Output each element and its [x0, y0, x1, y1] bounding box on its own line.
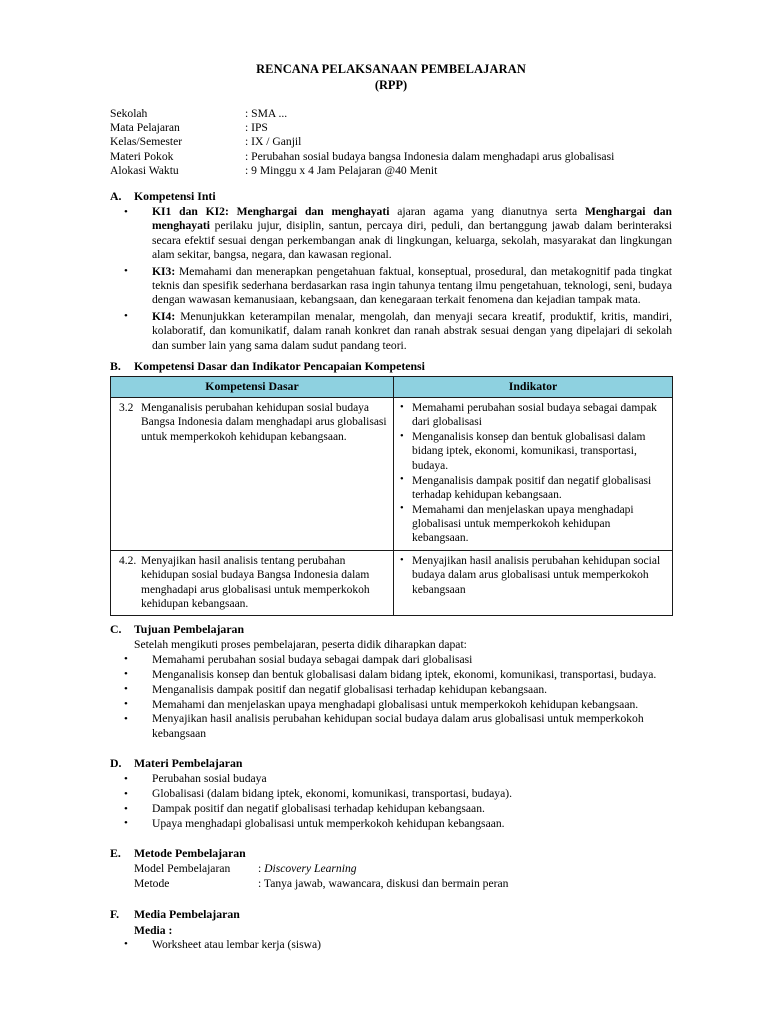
section-title: Tujuan Pembelajaran: [134, 622, 245, 637]
section-heading: [110, 846, 672, 861]
section-letter: C.: [110, 622, 122, 637]
list-item: • Menyajikan hasil analisis perubahan kehidupan social budaya dalam arus globalisasi untuk memperkokoh kebangsaan: [110, 712, 672, 741]
materi-list: [110, 772, 672, 831]
list-item: [110, 310, 672, 353]
list-item: • Memahami dan menjelaskan upaya menghadapi globalisasi untuk memperkokoh kehidupan kebangsaan.: [110, 698, 672, 712]
identity-value: : 9 Minggu x 4 Jam Pelajaran @40 Menit: [245, 164, 672, 178]
section-kompetensi-inti: [110, 189, 672, 353]
kd-number: 3.2: [119, 402, 134, 415]
section-body: [110, 638, 672, 653]
identity-value: : IX / Ganjil: [245, 135, 672, 149]
section-tujuan-pembelajaran: [110, 622, 672, 741]
ki-label-2: Menghargai dan menghayati: [152, 205, 672, 233]
metode-row: [134, 877, 672, 892]
table-cell-indikator: [394, 551, 673, 616]
identity-label: Sekolah: [110, 107, 148, 120]
kd-number: 4.2.: [119, 555, 137, 568]
table-row: [111, 551, 673, 616]
identity-row: [110, 135, 672, 149]
list-item: • Worksheet atau lembar kerja (siswa): [110, 938, 672, 952]
section-kompetensi-dasar: [110, 359, 672, 616]
identity-block: [110, 107, 672, 178]
list-item: • Memahami perubahan sosial budaya sebagai dampak dari globalisasi: [398, 401, 668, 430]
section-body: [110, 923, 672, 938]
list-item: • Upaya menghadapi globalisasi untuk memperkokoh kehidupan kebangsaan.: [110, 817, 672, 831]
document-subtitle: (RPP): [374, 77, 408, 92]
list-item: • Menganalisis konsep dan bentuk globalisasi dalam bidang iptek, ekonomi, komunikasi, transportasi, budaya.: [398, 430, 668, 473]
document-title: RENCANA PELAKSANAAN PEMBELAJARAN: [256, 62, 526, 76]
list-item: • Memahami dan menjelaskan upaya menghadapi globalisasi untuk memperkokoh kehidupan kebangsaan.: [398, 503, 668, 546]
list-item: • Memahami perubahan sosial budaya sebagai dampak dari globalisasi: [110, 653, 672, 667]
table-row: [111, 398, 673, 551]
kompetensi-dasar-table: [110, 376, 673, 616]
section-metode-pembelajaran: [110, 846, 672, 891]
identity-label: Materi Pokok: [110, 149, 174, 163]
ki-text: Memahami dan menerapkan pengetahuan faktual, konseptual, prosedural, dan metakognitif pada tingkat teknis dan spesifik sederhana berdasarkan rasa ingin tahunya tentang ilmu pengetahuan, teknologi, seni, budaya dengan wawasan kemanusiaan, kebangsaan, dan kenegaraan terkait fenomena dan kejadian tampak mata.: [152, 264, 672, 307]
tujuan-list: [110, 653, 672, 741]
media-list: [110, 938, 672, 952]
identity-value: : Perubahan sosial budaya bangsa Indonesia dalam menghadapi arus globalisasi: [245, 150, 672, 164]
section-body: [110, 862, 672, 891]
identity-row: [110, 164, 672, 178]
list-item: • Menyajikan hasil analisis perubahan kehidupan social budaya dalam arus globalisasi untuk memperkokoh kebangsaan: [398, 554, 668, 597]
identity-row: [110, 150, 672, 164]
list-item: • Dampak positif dan negatif globalisasi terhadap kehidupan kebangsaan.: [110, 802, 672, 816]
table-cell-kompetensi-dasar: [111, 398, 394, 551]
metode-label: Metode: [134, 876, 170, 890]
section-letter: F.: [110, 906, 120, 921]
identity-value: : IPS: [245, 121, 672, 135]
identity-row: [110, 121, 672, 135]
list-item: • Menganalisis dampak positif dan negatif globalisasi terhadap kehidupan kebangsaan.: [110, 683, 672, 697]
indikator-list: [398, 401, 668, 545]
list-item: • Perubahan sosial budaya: [110, 772, 672, 786]
section-title: Media Pembelajaran: [134, 906, 240, 921]
table-header-indikator: Indikator: [394, 377, 673, 398]
section-title: Metode Pembelajaran: [134, 846, 246, 861]
list-item: • Menganalisis dampak positif dan negatif globalisasi terhadap kehidupan kebangsaan.: [398, 474, 668, 503]
ki-label: KI3:: [152, 264, 176, 278]
section-title: Materi Pembelajaran: [134, 756, 243, 771]
section-heading: [110, 756, 672, 771]
identity-label: Alokasi Waktu: [110, 163, 179, 177]
section-letter: D.: [110, 756, 122, 771]
ki-label: KI1 dan KI2: Menghargai dan menghayati: [152, 205, 390, 219]
section-title: Kompetensi Dasar dan Indikator Pencapaian Kompetensi: [134, 359, 425, 374]
table-cell-kompetensi-dasar: [111, 551, 394, 616]
ki-label: KI4:: [152, 309, 176, 323]
list-item: [110, 265, 672, 308]
identity-row: [110, 107, 672, 121]
section-heading: [110, 189, 672, 204]
table-header-kompetensi-dasar: Kompetensi Dasar: [111, 377, 394, 398]
section-materi-pembelajaran: [110, 756, 672, 831]
section-letter: B.: [110, 359, 121, 374]
tujuan-intro: Setelah mengikuti proses pembelajaran, peserta didik diharapkan dapat:: [134, 638, 467, 652]
kd-text: Menganalisis perubahan kehidupan sosial budaya Bangsa Indonesia dalam menghadapi arus globalisasi untuk memperkokoh kehidupan kebangsaan.: [141, 402, 387, 443]
section-heading: [110, 359, 672, 374]
kompetensi-inti-list: [110, 205, 672, 353]
metode-value: [258, 862, 357, 877]
indikator-list: [398, 554, 668, 597]
metode-row: [134, 862, 672, 877]
table-header-row: [111, 377, 673, 398]
section-heading: [110, 622, 672, 637]
list-item: • Menganalisis konsep dan bentuk globalisasi dalam bidang iptek, ekonomi, komunikasi, transportasi, budaya.: [110, 668, 672, 682]
ki-text: Menunjukkan keterampilan menalar, mengolah, dan menyaji secara kreatif, produktif, kritis, mandiri, kolaboratif, dan komunikatif, dalam ranah konkret dan ranah abstrak sesuai dengan yang dipelajari di sekolah dan sumber lain yang sama dalam sudut pandang teori.: [152, 309, 672, 352]
section-title: Kompetensi Inti: [134, 189, 216, 204]
identity-label: Kelas/Semester: [110, 135, 183, 149]
metode-value: : Tanya jawab, wawancara, diskusi dan bermain peran: [258, 877, 508, 892]
list-item: • Globalisasi (dalam bidang iptek, ekonomi, komunikasi, transportasi, budaya).: [110, 787, 672, 801]
metode-value-italic: Discovery Learning: [264, 862, 357, 876]
media-label: Media :: [134, 923, 173, 937]
table-cell-indikator: [394, 398, 673, 551]
identity-value: : SMA ...: [245, 107, 672, 121]
metode-label: Model Pembelajaran: [134, 862, 231, 876]
section-heading: [110, 907, 672, 922]
section-media-pembelajaran: [110, 907, 672, 952]
ki-text: perilaku jujur, disiplin, santun, percaya diri, peduli, dan bertanggung jawab dalam berinteraksi secara efektif sesuai dengan perkembangan anak di lingkungan, keluarga, sekolah, masyarakat dan lingkungan alam sekitar, bangsa, negara, dan kawasan regional.: [152, 219, 672, 262]
identity-label: Mata Pelajaran: [110, 121, 180, 135]
ki-mid: ajaran agama yang dianutnya serta: [389, 205, 585, 219]
list-item: [110, 205, 672, 263]
kd-text: Menyajikan hasil analisis tentang perubahan kehidupan sosial budaya Bangsa Indonesia dalam menghadapi arus globalisasi untuk memperkokoh kehidupan kebangsaan.: [141, 555, 370, 610]
section-letter: E.: [110, 846, 121, 861]
section-letter: A.: [110, 189, 122, 204]
